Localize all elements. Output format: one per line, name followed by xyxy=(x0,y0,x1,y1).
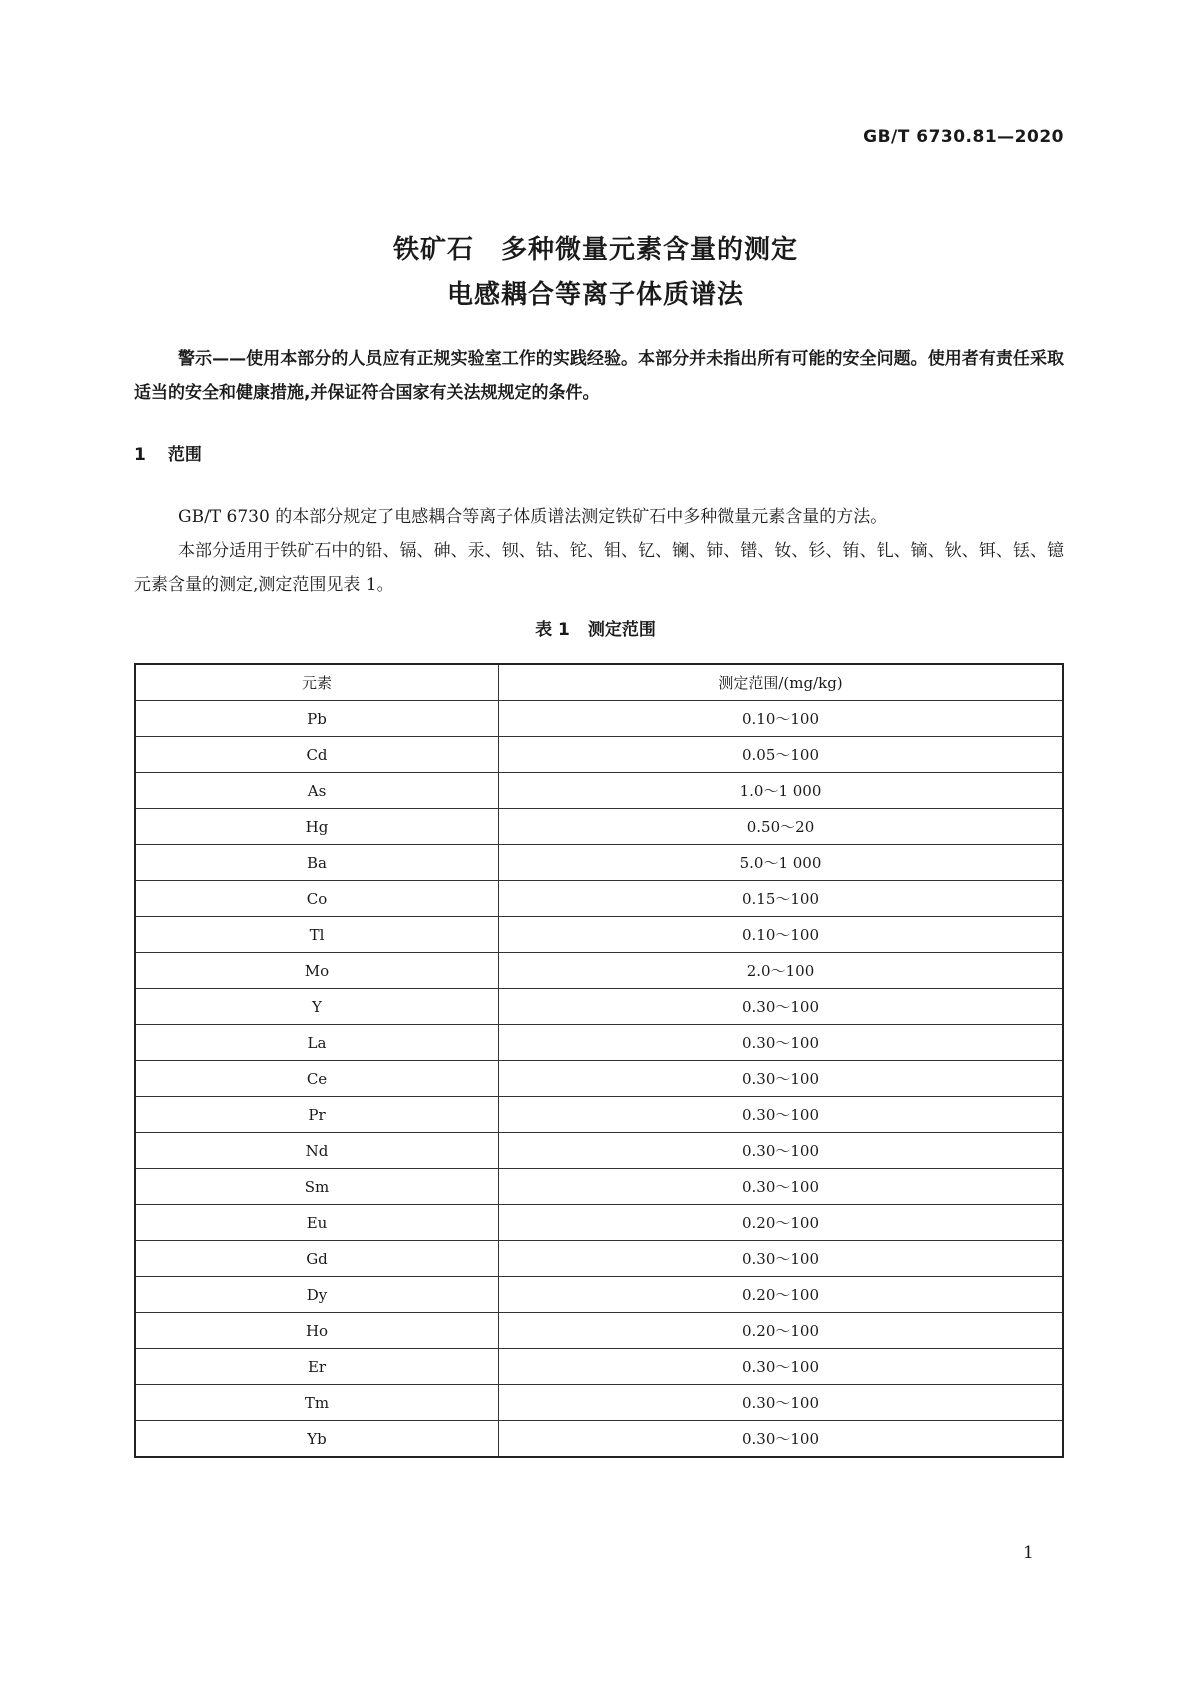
table-row xyxy=(135,773,1063,809)
table-header-row xyxy=(135,664,1063,701)
element-cell: Yb xyxy=(135,1421,499,1458)
range-cell: 0.30～100 xyxy=(499,1133,1064,1169)
range-cell: 0.30～100 xyxy=(499,1097,1064,1133)
element-cell: Cd xyxy=(135,737,499,773)
table-row xyxy=(135,1097,1063,1133)
table-row xyxy=(135,881,1063,917)
element-cell: Ce xyxy=(135,1061,499,1097)
document-title-line-1: 铁矿石 多种微量元素含量的测定 xyxy=(392,235,798,265)
table-caption xyxy=(0,615,1191,640)
range-cell: 0.10～100 xyxy=(499,917,1064,953)
range-cell: 1.0～1 000 xyxy=(499,773,1064,809)
page-number: 1 xyxy=(1023,1543,1034,1563)
range-cell: 0.20～100 xyxy=(499,1277,1064,1313)
safety-warning: 警示——使用本部分的人员应有正规实验室工作的实践经验。本部分并未指出所有可能的安全问题。使用者有责任采取适当的安全和健康措施,并保证符合国家有关法规规定的条件。 xyxy=(134,349,1064,403)
table-row xyxy=(135,1313,1063,1349)
element-cell: La xyxy=(135,1025,499,1061)
element-cell: Eu xyxy=(135,1205,499,1241)
table-row xyxy=(135,953,1063,989)
table-row xyxy=(135,1061,1063,1097)
range-cell: 2.0～100 xyxy=(499,953,1064,989)
header-element: 元素 xyxy=(135,664,499,701)
element-cell: Sm xyxy=(135,1169,499,1205)
table-row xyxy=(135,1133,1063,1169)
section-title: 范围 xyxy=(167,445,202,465)
table-row xyxy=(135,1169,1063,1205)
range-cell: 0.30～100 xyxy=(499,1421,1064,1458)
range-cell: 5.0～1 000 xyxy=(499,845,1064,881)
range-cell: 0.30～100 xyxy=(499,1061,1064,1097)
element-cell: Nd xyxy=(135,1133,499,1169)
table-caption-title: 测定范围 xyxy=(587,620,656,640)
range-cell: 0.15～100 xyxy=(499,881,1064,917)
table-row xyxy=(135,917,1063,953)
element-cell: Mo xyxy=(135,953,499,989)
range-cell: 0.05～100 xyxy=(499,737,1064,773)
range-cell: 0.30～100 xyxy=(499,989,1064,1025)
element-cell: Y xyxy=(135,989,499,1025)
element-cell: Ho xyxy=(135,1313,499,1349)
table-caption-number: 表 1 xyxy=(535,620,570,640)
scope-paragraph-1: GB/T 6730 的本部分规定了电感耦合等离子体质谱法测定铁矿石中多种微量元素含量的方法。 xyxy=(178,507,888,527)
range-cell: 0.20～100 xyxy=(499,1205,1064,1241)
table-row xyxy=(135,737,1063,773)
header-range: 测定范围/(mg/kg) xyxy=(499,664,1064,701)
table-row xyxy=(135,845,1063,881)
table-row xyxy=(135,701,1063,737)
element-cell: As xyxy=(135,773,499,809)
table-row xyxy=(135,989,1063,1025)
element-cell: Ba xyxy=(135,845,499,881)
table-row xyxy=(135,1025,1063,1061)
document-title-line-2: 电感耦合等离子体质谱法 xyxy=(446,280,744,310)
range-cell: 0.30～100 xyxy=(499,1349,1064,1385)
element-cell: Pb xyxy=(135,701,499,737)
element-cell: Dy xyxy=(135,1277,499,1313)
range-cell: 0.50～20 xyxy=(499,809,1064,845)
element-cell: Gd xyxy=(135,1241,499,1277)
element-cell: Tm xyxy=(135,1385,499,1421)
table-row xyxy=(135,809,1063,845)
table-row xyxy=(135,1277,1063,1313)
element-cell: Co xyxy=(135,881,499,917)
measurement-range-table xyxy=(134,663,1064,1458)
standard-code: GB/T 6730.81—2020 xyxy=(863,127,1064,147)
table-row xyxy=(135,1349,1063,1385)
range-cell: 0.30～100 xyxy=(499,1241,1064,1277)
table-row xyxy=(135,1241,1063,1277)
range-cell: 0.10～100 xyxy=(499,701,1064,737)
element-cell: Tl xyxy=(135,917,499,953)
element-cell: Hg xyxy=(135,809,499,845)
table-row xyxy=(135,1205,1063,1241)
table-body xyxy=(135,701,1063,1458)
element-cell: Er xyxy=(135,1349,499,1385)
range-cell: 0.30～100 xyxy=(499,1025,1064,1061)
section-number: 1 xyxy=(134,445,146,465)
range-cell: 0.30～100 xyxy=(499,1385,1064,1421)
section-heading-scope xyxy=(134,440,202,465)
table-row xyxy=(135,1385,1063,1421)
range-cell: 0.20～100 xyxy=(499,1313,1064,1349)
element-cell: Pr xyxy=(135,1097,499,1133)
range-cell: 0.30～100 xyxy=(499,1169,1064,1205)
table-row xyxy=(135,1421,1063,1458)
scope-paragraph-2: 本部分适用于铁矿石中的铅、镉、砷、汞、钡、钴、铊、钼、钇、镧、铈、镨、钕、钐、铕、钆、镝、钬、铒、铥、镱元素含量的测定,测定范围见表 1。 xyxy=(134,541,1064,595)
